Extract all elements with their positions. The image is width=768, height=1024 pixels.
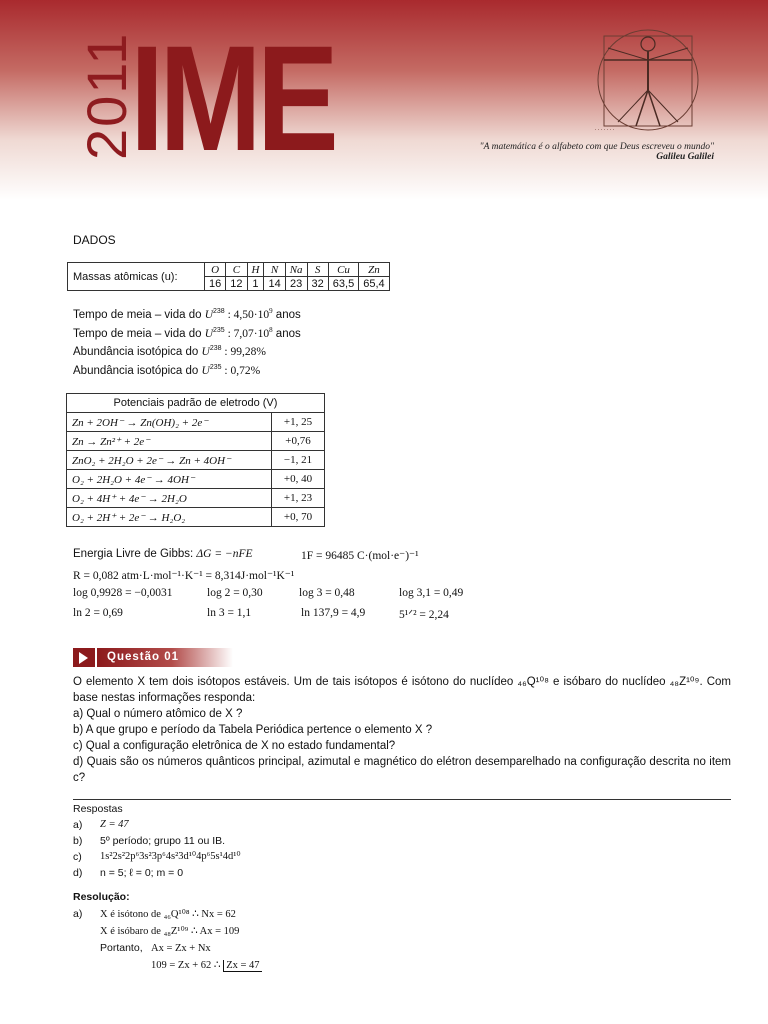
- answer-row: d) n = 5; ℓ = 0; m = 0: [73, 867, 184, 879]
- table-row: O₂ + 2H⁺ + 2e⁻ → H₂O₂ +0, 70: [67, 508, 325, 527]
- section-title-dados: DADOS: [73, 233, 116, 247]
- question-intro: O elemento X tem dois isótopos estáveis. Um de tais isótopos é isótono do nuclídeo ₄₆Q¹⁰⁸ e isóbaro do nuclídeo ₄₈Z¹⁰⁹. Com base nestas informações responda:: [73, 676, 731, 704]
- answer-row: b) 5º período; grupo 11 ou IB.: [73, 835, 226, 847]
- potentials-header: Potenciais padrão de eletrodo (V): [67, 394, 325, 413]
- element-mass: 65,4: [359, 277, 389, 291]
- question-item: c) Qual a configuração eletrônica de X no estado fundamental?: [73, 740, 396, 752]
- element-symbol: Zn: [359, 263, 389, 277]
- electrode-potentials-table: [66, 393, 325, 527]
- question-text: [73, 674, 731, 786]
- element-mass: 12: [226, 277, 247, 291]
- answer-row: c) 1s²2s²2p⁶3s²3p⁶4s²3d¹⁰4p⁶5s¹4d¹⁰: [73, 851, 241, 863]
- table-row: Zn → Zn²⁺ + 2e⁻ +0,76: [67, 432, 325, 451]
- table-row: O₂ + 4H⁺ + 4e⁻ → 2H₂O +1, 23: [67, 489, 325, 508]
- exam-year: 2011: [75, 31, 138, 160]
- gas-constant: R = 0,082 atm·L·mol⁻¹·K⁻¹ = 8,314J·mol⁻¹K⁻¹: [73, 570, 295, 582]
- element-symbol: S: [307, 263, 328, 277]
- table-row: ZnO₂ + 2H₂O + 2e⁻ → Zn + 4OH⁻ −1, 21: [67, 451, 325, 470]
- isotope-line: Abundância isotópica do $U^{235}$ : 0,72%: [73, 363, 261, 377]
- element-symbol: Cu: [328, 263, 358, 277]
- element-symbol: Na: [285, 263, 307, 277]
- divider: [73, 799, 731, 800]
- element-symbol: C: [226, 263, 247, 277]
- resolution-portanto: Portanto,: [100, 942, 143, 954]
- isotope-data: [73, 306, 301, 380]
- quote-author: Galileu Galilei: [656, 152, 714, 162]
- resolution-line: X é isóbaro de ₄₈Z¹⁰⁹ ∴ Ax = 109: [100, 926, 240, 937]
- isotope-line: Tempo de meia – vida do $U^{235}$ : $7,07\cdot 10^8$ anos: [73, 325, 301, 340]
- mass-table-label: Massas atômicas (u):: [68, 263, 205, 291]
- element-symbol: O: [205, 263, 226, 277]
- vitruvian-man-icon: [590, 18, 710, 138]
- question-item: a) Qual o número atômico de X ?: [73, 708, 243, 720]
- faraday-constant: 1F = 96485 C·(mol·e⁻)⁻¹: [301, 550, 419, 562]
- element-symbol: N: [264, 263, 285, 277]
- element-mass: 1: [247, 277, 264, 291]
- element-mass: 63,5: [328, 277, 358, 291]
- element-mass: 32: [307, 277, 328, 291]
- resolution-label: a): [73, 908, 83, 920]
- element-mass: 23: [285, 277, 307, 291]
- answers-title: Respostas: [73, 803, 123, 815]
- log-values: log 0,9928 = −0,0031 log 2 = 0,30 log 3 = 0,48 log 3,1 = 0,49 ln 2 = 0,69 ln 3 = 1,1 ln 137,9 = 4,9 5¹ᐟ² = 2,24: [73, 587, 464, 621]
- arrow-right-icon: [73, 648, 95, 667]
- table-row: O₂ + 2H₂O + 4e⁻ → 4OH⁻ +0, 40: [67, 470, 325, 489]
- resolution-line: X é isótono de ₄₆Q¹⁰⁸ ∴ Nx = 62: [100, 909, 236, 920]
- resolution-line: 109 = Zx + 62 ∴ Zx = 47: [151, 960, 260, 971]
- element-mass: 14: [264, 277, 285, 291]
- answer-row: a) Z = 47: [73, 819, 129, 831]
- answers-section: [73, 801, 473, 881]
- resolution-section: [73, 889, 473, 974]
- resolution-title: Resolução:: [73, 891, 130, 903]
- header-quote: "A matemática é o alfabeto com que Deus escreveu o mundo" Galileu Galilei: [440, 142, 714, 162]
- atomic-mass-table: [67, 262, 390, 291]
- question-banner: [73, 648, 233, 667]
- page-header: [0, 0, 768, 200]
- boxed-result: Zx = 47: [223, 960, 261, 972]
- isotope-line: Tempo de meia – vida do $U^{238}$ : $4,50\cdot 10^9$ anos: [73, 307, 301, 321]
- question-item: b) A que grupo e período da Tabela Periódica pertence o elemento X ?: [73, 724, 433, 736]
- isotope-line: Abundância isotópica do $U^{238}$ : 99,28%: [73, 345, 266, 358]
- gibbs-line: Energia Livre de Gibbs: ΔG = −nFE 1F = 96485 C·(mol·e⁻)⁻¹: [73, 548, 419, 562]
- ime-logo: IME: [130, 14, 334, 182]
- question-number: Questão 01: [97, 648, 233, 667]
- element-symbol: H: [247, 263, 264, 277]
- svg-text:.......: .......: [594, 126, 616, 132]
- element-mass: 16: [205, 277, 226, 291]
- resolution-line: Ax = Zx + Nx: [151, 943, 211, 954]
- table-row: Zn + 2OH⁻ → Zn(OH)₂ + 2e⁻ +1, 25: [67, 413, 325, 432]
- question-item: d) Quais são os números quânticos principal, azimutal e magnético do elétron desemparelhado na configuração descrita no item c?: [73, 756, 731, 784]
